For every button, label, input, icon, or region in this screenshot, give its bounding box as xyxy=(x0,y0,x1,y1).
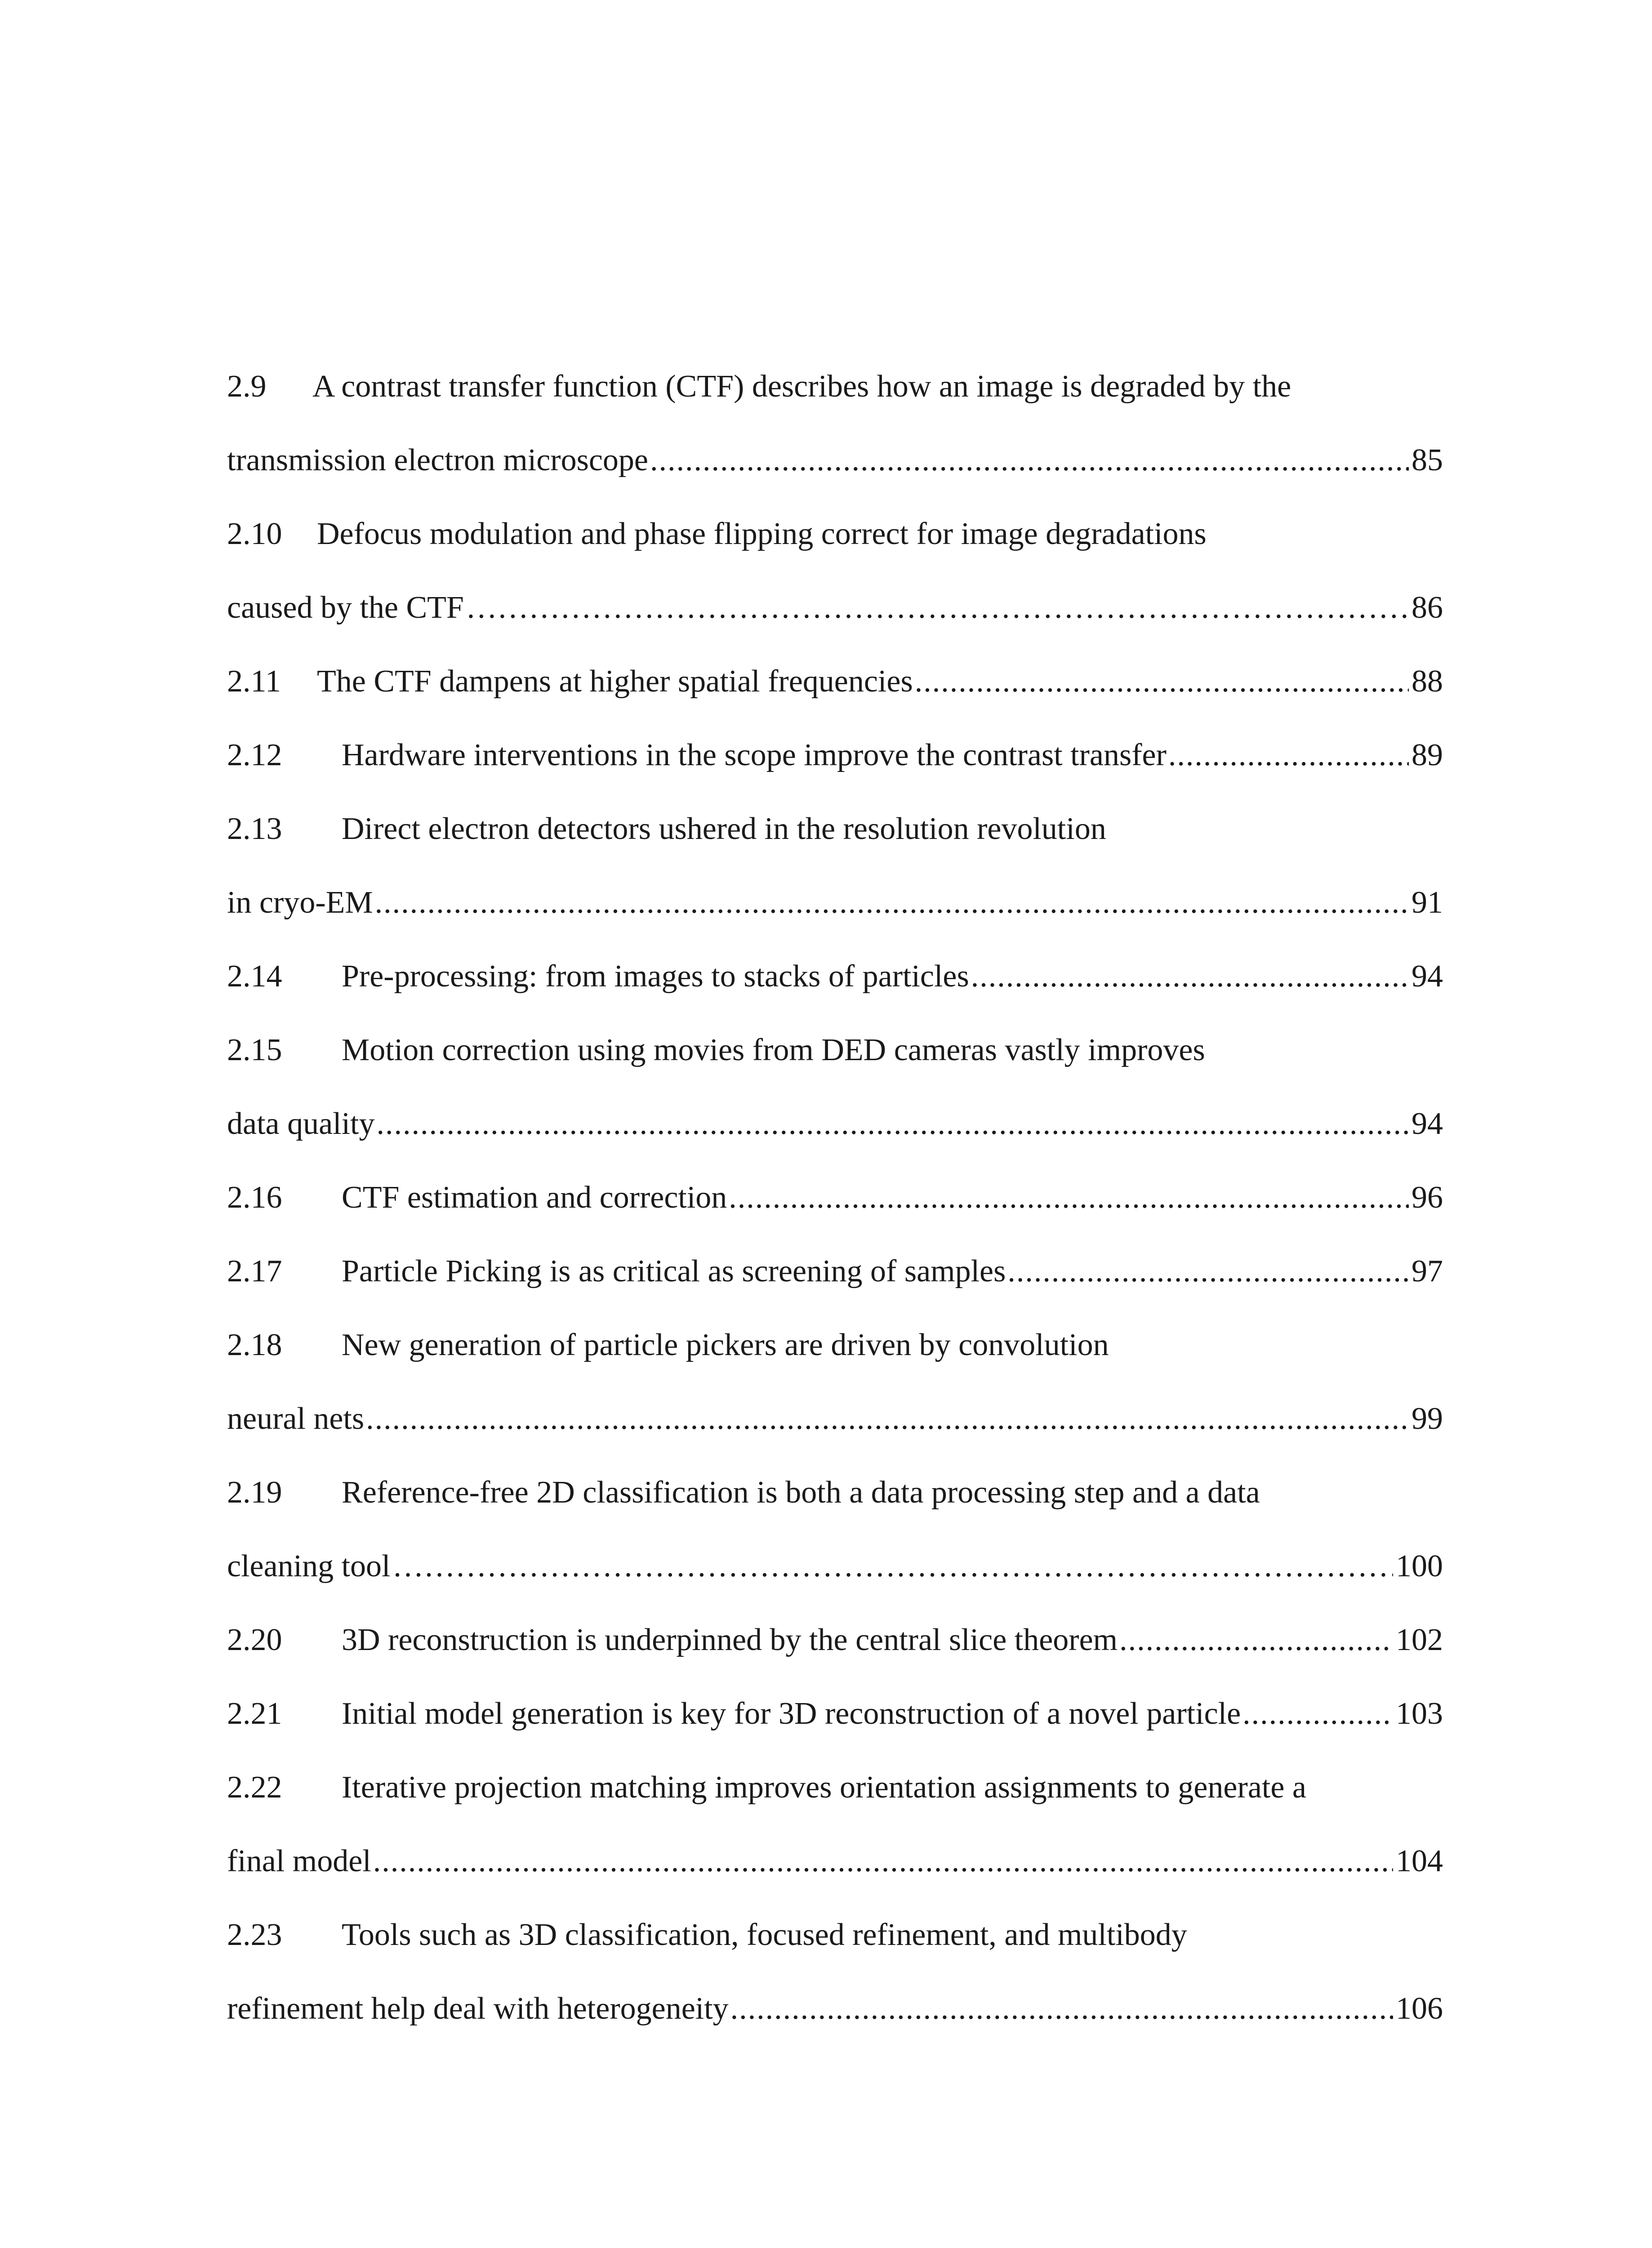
toc-number: 2.23 xyxy=(227,1918,282,1952)
toc-entry-2-19-line1 xyxy=(227,1475,1443,1548)
toc-page-number: 96 xyxy=(1412,1180,1443,1215)
dot-leader xyxy=(377,1106,1409,1142)
dot-leader xyxy=(375,885,1409,921)
toc-title: Defocus modulation and phase flipping correct for image degradations xyxy=(317,517,1207,551)
toc-title: Reference-free 2D classification is both a data processing step and a data xyxy=(342,1475,1260,1510)
toc-number: 2.12 xyxy=(227,738,282,772)
toc-number: 2.10 xyxy=(227,517,282,551)
toc-page-number: 94 xyxy=(1412,1106,1443,1141)
dot-leader xyxy=(373,1843,1393,1879)
toc-number: 2.22 xyxy=(227,1770,282,1805)
toc-page-number: 103 xyxy=(1396,1696,1443,1731)
toc-title-cont: caused by the CTF xyxy=(227,590,464,625)
toc-title-cont: transmission electron microscope xyxy=(227,443,648,477)
toc-title: 3D reconstruction is underpinned by the central slice theorem xyxy=(342,1623,1118,1657)
toc-title: Iterative projection matching improves orientation assignments to generate a xyxy=(342,1770,1306,1805)
toc-page-number: 99 xyxy=(1412,1401,1443,1436)
toc-number: 2.18 xyxy=(227,1328,282,1362)
dot-leader xyxy=(366,1401,1409,1437)
toc-title: A contrast transfer function (CTF) describes how an image is degraded by the xyxy=(312,369,1291,404)
toc-title: CTF estimation and correction xyxy=(342,1180,727,1215)
dot-leader xyxy=(1168,737,1409,773)
toc-page-number: 91 xyxy=(1412,885,1443,920)
toc-title-cont: in cryo-EM xyxy=(227,885,373,920)
toc-entry-2-16 xyxy=(227,1180,1443,1253)
toc-entry-2-23-line2 xyxy=(227,1991,1443,2065)
toc-entry-2-21 xyxy=(227,1696,1443,1770)
toc-page-number: 102 xyxy=(1396,1623,1443,1657)
toc-number: 2.9 xyxy=(227,369,267,404)
dot-leader xyxy=(915,664,1409,700)
toc-entry-2-15-line1 xyxy=(227,1032,1443,1106)
dot-leader xyxy=(392,1548,1393,1584)
dot-leader xyxy=(729,1180,1409,1216)
dot-leader xyxy=(1242,1696,1393,1732)
toc-title: New generation of particle pickers are driven by convolution xyxy=(342,1328,1109,1362)
toc-number: 2.14 xyxy=(227,959,282,994)
toc-number: 2.15 xyxy=(227,1033,282,1067)
toc-entry-2-9-line2 xyxy=(227,442,1443,516)
toc-page-number: 89 xyxy=(1412,738,1443,772)
toc-entry-2-15-line2 xyxy=(227,1106,1443,1180)
toc-title: Tools such as 3D classification, focused refinement, and multibody xyxy=(342,1918,1187,1952)
toc-number: 2.13 xyxy=(227,812,282,846)
toc-entry-2-13-line2 xyxy=(227,885,1443,959)
toc-entry-2-12 xyxy=(227,737,1443,811)
toc-title-cont: data quality xyxy=(227,1106,375,1141)
toc-title: Particle Picking is as critical as screening of samples xyxy=(342,1254,1006,1289)
toc-title-cont: cleaning tool xyxy=(227,1549,391,1583)
toc-entry-2-23-line1 xyxy=(227,1917,1443,1991)
toc-entry-2-22-line2 xyxy=(227,1843,1443,1917)
toc-entry-2-10-line2 xyxy=(227,590,1443,664)
dot-leader xyxy=(466,590,1409,626)
dot-leader xyxy=(1007,1253,1409,1289)
dot-leader xyxy=(971,959,1409,995)
toc-entry-2-11 xyxy=(227,664,1443,737)
toc-entry-2-20 xyxy=(227,1622,1443,1696)
toc-entry-2-13-line1 xyxy=(227,811,1443,885)
toc-title: Hardware interventions in the scope improve the contrast transfer xyxy=(342,738,1167,772)
toc-title: Pre-processing: from images to stacks of particles xyxy=(342,959,969,994)
toc-title: Motion correction using movies from DED cameras vastly improves xyxy=(342,1033,1205,1067)
toc-page-number: 97 xyxy=(1412,1254,1443,1289)
table-of-contents xyxy=(227,369,1443,2065)
toc-entry-2-14 xyxy=(227,959,1443,1032)
toc-page-number: 106 xyxy=(1396,1991,1443,2026)
toc-page-number: 100 xyxy=(1396,1549,1443,1583)
toc-page-number: 104 xyxy=(1396,1844,1443,1878)
toc-page-number: 94 xyxy=(1412,959,1443,994)
toc-entry-2-10-line1 xyxy=(227,516,1443,590)
toc-number: 2.17 xyxy=(227,1254,282,1289)
toc-number: 2.19 xyxy=(227,1475,282,1510)
toc-number: 2.16 xyxy=(227,1180,282,1215)
dot-leader xyxy=(650,442,1409,478)
toc-entry-2-18-line1 xyxy=(227,1327,1443,1401)
toc-entry-2-17 xyxy=(227,1253,1443,1327)
toc-number: 2.20 xyxy=(227,1623,282,1657)
toc-title: Initial model generation is key for 3D reconstruction of a novel particle xyxy=(342,1696,1241,1731)
toc-title-cont: final model xyxy=(227,1844,371,1878)
toc-page-number: 85 xyxy=(1412,443,1443,477)
toc-entry-2-9-line1 xyxy=(227,369,1443,442)
toc-title: The CTF dampens at higher spatial frequencies xyxy=(317,664,913,699)
toc-number: 2.11 xyxy=(227,664,281,699)
toc-entry-2-18-line2 xyxy=(227,1401,1443,1475)
toc-title: Direct electron detectors ushered in the resolution revolution xyxy=(342,812,1106,846)
dot-leader xyxy=(1119,1622,1393,1658)
toc-title-cont: neural nets xyxy=(227,1401,365,1436)
toc-page-number: 88 xyxy=(1412,664,1443,699)
toc-number: 2.21 xyxy=(227,1696,282,1731)
toc-title-cont: refinement help deal with heterogeneity xyxy=(227,1991,729,2026)
toc-entry-2-22-line1 xyxy=(227,1770,1443,1843)
dot-leader xyxy=(730,1991,1393,2027)
toc-entry-2-19-line2 xyxy=(227,1548,1443,1622)
toc-page-number: 86 xyxy=(1412,590,1443,625)
